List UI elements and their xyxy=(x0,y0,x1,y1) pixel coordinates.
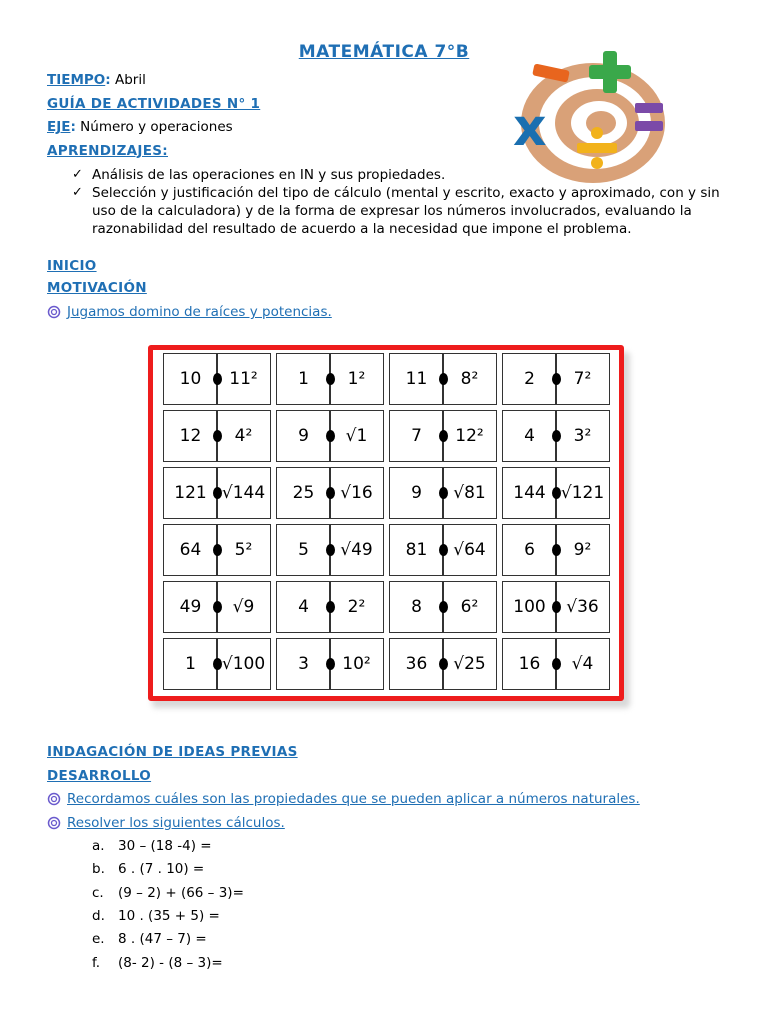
motivacion-item: Jugamos domino de raíces y potencias. xyxy=(47,304,332,320)
spiral-bullet-icon xyxy=(47,305,61,319)
domino-right-value: 1² xyxy=(347,369,366,389)
domino-left-value: 16 xyxy=(518,654,541,674)
domino-tile xyxy=(389,524,497,576)
tiempo-value: Abril xyxy=(114,72,146,88)
svg-text:x: x xyxy=(513,98,547,158)
domino-right-value: 3² xyxy=(573,426,592,446)
domino-tile xyxy=(389,638,497,690)
domino-left-value: 7 xyxy=(411,426,422,446)
domino-right-value: 7² xyxy=(573,369,592,389)
indagacion-heading: INDAGACIÓN DE IDEAS PREVIAS xyxy=(47,744,298,760)
domino-right-value: √49 xyxy=(340,540,373,560)
domino-left-value: 6 xyxy=(524,540,535,560)
spiral-bullet-icon xyxy=(47,792,61,806)
exercise-item: b. 6 . (7 . 10) = xyxy=(92,861,205,877)
domino-tile xyxy=(502,581,610,633)
domino-left-value: 64 xyxy=(179,540,202,560)
domino-tile xyxy=(276,638,384,690)
domino-right-value: √4 xyxy=(571,654,594,674)
domino-left-value: 49 xyxy=(179,597,202,617)
domino-left-value: 9 xyxy=(411,483,422,503)
domino-left-value: 10 xyxy=(179,369,202,389)
domino-right-value: 5² xyxy=(234,540,253,560)
eje-line: EJE: Número y operaciones xyxy=(47,119,233,135)
domino-left-value: 2 xyxy=(524,369,535,389)
domino-tile xyxy=(389,467,497,519)
domino-right-value: √16 xyxy=(340,483,373,503)
domino-tile xyxy=(163,638,271,690)
domino-tile xyxy=(502,638,610,690)
domino-right-value: √144 xyxy=(221,483,266,503)
domino-tile xyxy=(502,410,610,462)
exercise-item: c. (9 – 2) + (66 – 3)= xyxy=(92,885,244,901)
domino-left-value: 4 xyxy=(298,597,309,617)
domino-right-value: √81 xyxy=(453,483,486,503)
domino-left-value: 36 xyxy=(405,654,428,674)
domino-tile xyxy=(276,467,384,519)
domino-left-value: 3 xyxy=(298,654,309,674)
motivacion-heading: MOTIVACIÓN xyxy=(47,280,147,296)
tiempo-line: TIEMPO: Abril xyxy=(47,72,146,88)
domino-right-value: √1 xyxy=(345,426,368,446)
domino-right-value: √100 xyxy=(221,654,266,674)
domino-left-value: 5 xyxy=(298,540,309,560)
exercise-item: a. 30 – (18 -4) = xyxy=(92,838,212,854)
domino-left-value: 4 xyxy=(524,426,535,446)
domino-tile xyxy=(502,467,610,519)
domino-right-value: 6² xyxy=(460,597,479,617)
check-icon: ✓ xyxy=(72,185,83,200)
domino-right-value: √36 xyxy=(566,597,599,617)
domino-board xyxy=(148,345,624,701)
domino-tile xyxy=(163,524,271,576)
tiempo-label: TIEMPO xyxy=(47,72,106,88)
domino-left-value: 100 xyxy=(513,597,546,617)
domino-right-value: √25 xyxy=(453,654,486,674)
domino-left-value: 121 xyxy=(174,483,207,503)
domino-left-value: 12 xyxy=(179,426,202,446)
spiral-bullet-icon xyxy=(47,816,61,830)
domino-tile xyxy=(276,581,384,633)
domino-left-value: 144 xyxy=(513,483,546,503)
domino-right-value: 12² xyxy=(455,426,484,446)
desarrollo-item-2: Resolver los siguientes cálculos. xyxy=(47,815,285,831)
domino-right-value: 9² xyxy=(573,540,592,560)
page-title: MATEMÁTICA 7°B xyxy=(298,42,470,62)
aprendizajes-heading: APRENDIZAJES: xyxy=(47,143,168,159)
domino-tile xyxy=(163,353,271,405)
inicio-heading: INICIO xyxy=(47,258,97,274)
desarrollo-heading: DESARROLLO xyxy=(47,768,152,784)
domino-right-value: 4² xyxy=(234,426,253,446)
math-operations-logo xyxy=(505,45,675,185)
guia-heading: GUÍA DE ACTIVIDADES N° 1 xyxy=(47,96,261,112)
domino-tile xyxy=(389,581,497,633)
domino-left-value: 25 xyxy=(292,483,315,503)
domino-right-value: 2² xyxy=(347,597,366,617)
domino-left-value: 81 xyxy=(405,540,428,560)
exercise-item: e. 8 . (47 – 7) = xyxy=(92,931,207,947)
domino-left-value: 9 xyxy=(298,426,309,446)
domino-tile xyxy=(502,524,610,576)
eje-label: EJE xyxy=(47,119,71,135)
list-item: ✓ Análisis de las operaciones en IN y sus propiedades. xyxy=(72,167,446,183)
desarrollo-item-1: Recordamos cuáles son las propiedades que se pueden aplicar a números naturales. xyxy=(47,791,640,807)
domino-right-value: 11² xyxy=(229,369,258,389)
exercise-item: f. (8- 2) - (8 – 3)= xyxy=(92,955,223,971)
domino-left-value: 11 xyxy=(405,369,428,389)
domino-right-value: √64 xyxy=(453,540,486,560)
domino-right-value: 10² xyxy=(342,654,371,674)
domino-tile xyxy=(389,353,497,405)
domino-right-value: 8² xyxy=(460,369,479,389)
domino-tile xyxy=(389,410,497,462)
domino-left-value: 1 xyxy=(298,369,309,389)
domino-tile xyxy=(276,353,384,405)
domino-tile xyxy=(276,410,384,462)
list-item: ✓ Selección y justificación del tipo de cálculo (mental y escrito, exacto y aproximado, con y sin uso de la calculadora) y de la forma de expresar los números involucrados, evaluando la razonabilidad del resultado de acuerdo a la necesidad que impone el problema. xyxy=(72,185,720,237)
domino-tile xyxy=(163,467,271,519)
domino-tile xyxy=(163,410,271,462)
exercise-item: d. 10 . (35 + 5) = xyxy=(92,908,220,924)
domino-tile xyxy=(502,353,610,405)
eje-value: Número y operaciones xyxy=(80,119,233,135)
domino-left-value: 1 xyxy=(185,654,196,674)
check-icon: ✓ xyxy=(72,167,83,182)
domino-tile xyxy=(276,524,384,576)
domino-right-value: √121 xyxy=(560,483,605,503)
domino-left-value: 8 xyxy=(411,597,422,617)
domino-tile xyxy=(163,581,271,633)
domino-right-value: √9 xyxy=(232,597,255,617)
